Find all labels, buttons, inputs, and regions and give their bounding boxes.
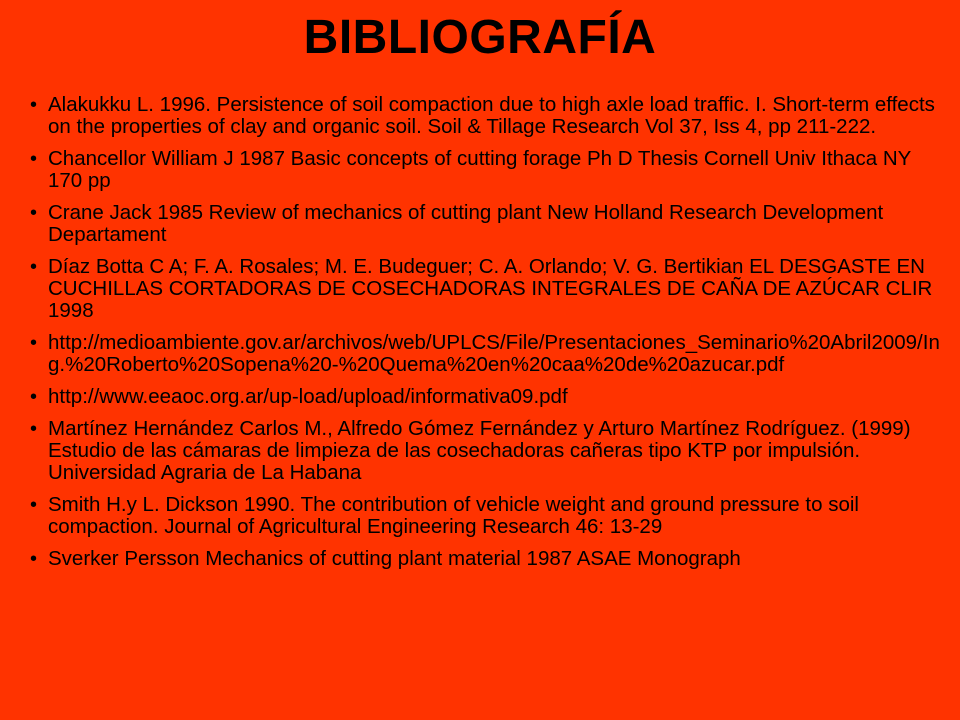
reference-text: Chancellor William J 1987 Basic concepts of cutting forage Ph D Thesis Cornell Univ Ithaca NY 170 pp	[48, 147, 911, 192]
reference-text: Alakukku L. 1996. Persistence of soil compaction due to high axle load traffic. I. Short-term effects on the properties of clay and organic soil. Soil & Tillage Research Vol 37, Iss 4, pp 211-222.	[48, 93, 935, 138]
reference-text: Smith H.y L. Dickson 1990. The contribution of vehicle weight and ground pressure to soil compaction. Journal of Agricultural Engineering Research 46: 13-29	[48, 493, 859, 538]
list-item	[30, 256, 950, 322]
list-item	[30, 418, 950, 484]
reference-text: Crane Jack 1985 Review of mechanics of cutting plant New Holland Research Development Departament	[48, 201, 884, 246]
reference-text: Díaz Botta C A; F. A. Rosales; M. E. Budeguer; C. A. Orlando; V. G. Bertikian EL DESGASTE EN CUCHILLAS CORTADORAS DE COSECHADORAS INTEGRALES DE CAÑA DE AZÚCAR CLIR 1998	[48, 255, 933, 322]
bullet-icon: •	[30, 94, 38, 116]
list-item	[30, 548, 950, 570]
reference-link[interactable]: http://www.eeaoc.org.ar/up-load/upload/informativa09.pdf	[48, 385, 568, 408]
bullet-icon: •	[30, 332, 38, 354]
list-item	[30, 386, 950, 408]
list-item	[30, 494, 950, 538]
reference-text: Sverker Persson Mechanics of cutting plant material 1987 ASAE Monograph	[48, 547, 741, 570]
list-item	[30, 202, 950, 246]
list-item	[30, 148, 950, 192]
list-item	[30, 332, 950, 376]
bullet-icon: •	[30, 386, 38, 408]
page-title: BIBLIOGRAFÍA	[303, 11, 657, 64]
bullet-icon: •	[30, 418, 38, 440]
reference-text: Martínez Hernández Carlos M., Alfredo Gómez Fernández y Arturo Martínez Rodríguez. (1999) Estudio de las cámaras de limpieza de las cosechadoras cañeras tipo KTP por impulsión. Universidad Agraria de La Habana	[48, 417, 911, 484]
bullet-icon: •	[30, 202, 38, 224]
bullet-icon: •	[30, 148, 38, 170]
reference-link[interactable]: http://medioambiente.gov.ar/archivos/web/UPLCS/File/Presentaciones_Seminario%20Abril2009/Ing.%20Roberto%20Sopena%20-%20Quema%20en%20caa%20de%20azucar.pdf	[48, 331, 940, 376]
bibliography-list	[30, 94, 950, 580]
bullet-icon: •	[30, 256, 38, 278]
bullet-icon: •	[30, 494, 38, 516]
list-item	[30, 94, 950, 138]
bullet-icon: •	[30, 548, 38, 570]
